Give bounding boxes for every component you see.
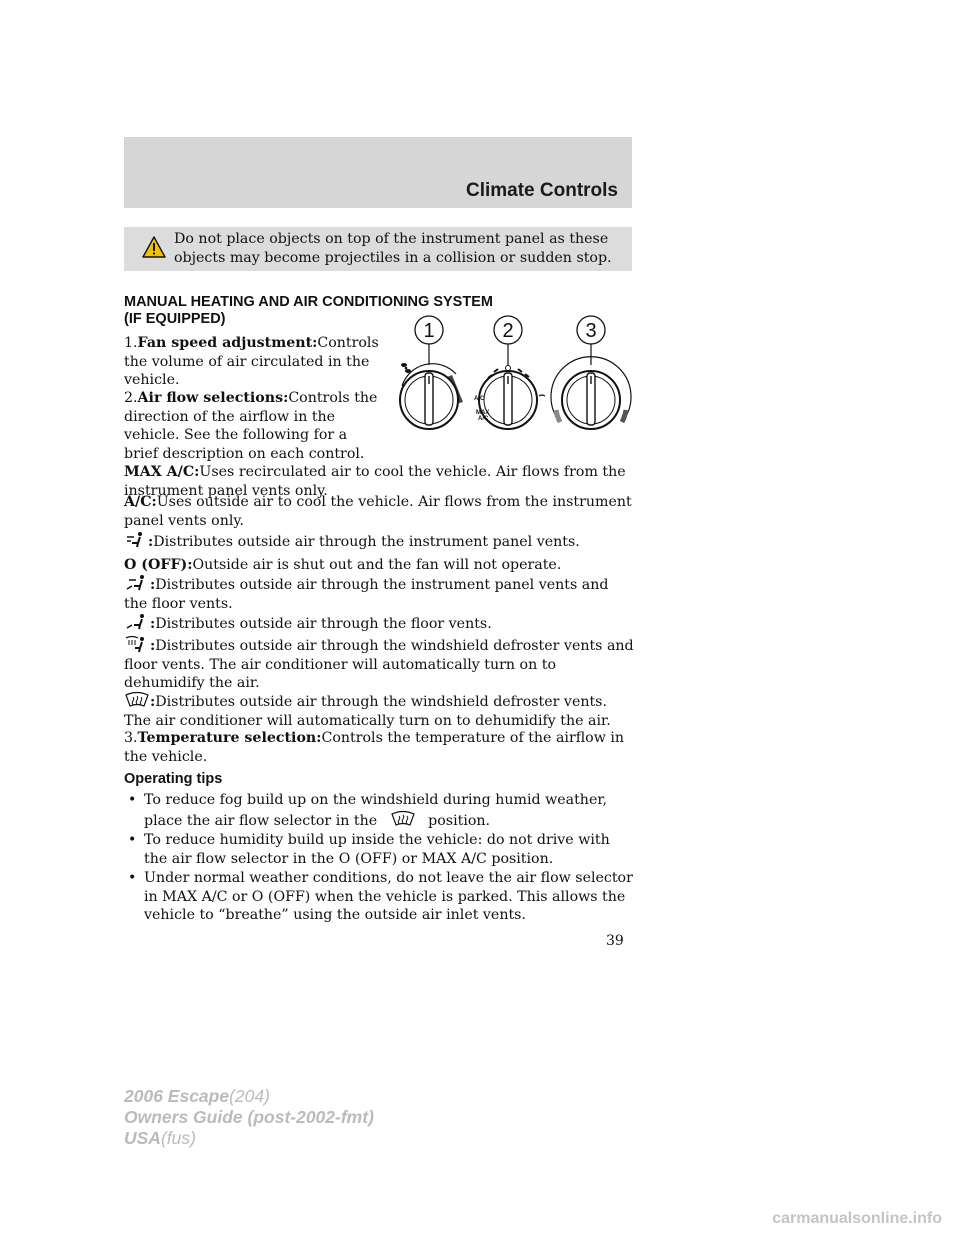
temperature-knob bbox=[551, 357, 631, 429]
item-label: Air flow selections: bbox=[137, 390, 289, 406]
control-knobs-diagram bbox=[392, 310, 636, 430]
fan-icon bbox=[401, 363, 411, 373]
item-text: Distributes outside air through the floor vents. bbox=[155, 616, 492, 632]
item-label: : bbox=[148, 534, 154, 550]
knob-label-max-ac: A/C bbox=[478, 416, 489, 422]
item-ac bbox=[124, 493, 636, 530]
knob-label-ac: A/C bbox=[474, 396, 485, 402]
tip-text: To reduce humidity build up inside the vehicle: do not drive with the air flow selector in the O (OFF) or MAX A/C position. bbox=[144, 832, 610, 867]
operating-tips-heading: Operating tips bbox=[124, 771, 223, 787]
item-number: 1. bbox=[124, 335, 138, 351]
item-label: : bbox=[150, 694, 156, 710]
page-title: Climate Controls bbox=[465, 180, 618, 201]
item-label: A/C: bbox=[124, 494, 157, 510]
panel-vent-icon bbox=[124, 531, 148, 549]
footer-region: USA bbox=[124, 1128, 161, 1148]
item-text: Uses recirculated air to cool the vehicle. Air flows from the instrument panel vents only. bbox=[124, 464, 626, 499]
tip-bullet-2 bbox=[124, 831, 636, 868]
footer-info bbox=[124, 1086, 374, 1149]
tip-text: Under normal weather conditions, do not leave the air flow selector in MAX A/C or O (OFF) when the vehicle is parked. This allows the vehicle to “breathe” using the outside air inlet vents. bbox=[144, 870, 633, 923]
header-band bbox=[124, 137, 632, 208]
bullet-dot: • bbox=[128, 832, 137, 848]
warning-triangle-icon bbox=[142, 236, 166, 258]
item-text: Uses outside air to cool the vehicle. Air flows from the instrument panel vents only. bbox=[124, 494, 632, 529]
item-label: : bbox=[150, 577, 156, 593]
item-number: 2. bbox=[124, 390, 138, 406]
item-text: Controls the direction of the airflow in the vehicle. See the following for a brief description on each control. bbox=[124, 390, 378, 462]
item-text: Outside air is shut out and the fan will not operate. bbox=[192, 557, 562, 573]
item-text: Controls the volume of air circulated in the vehicle. bbox=[124, 335, 379, 388]
footer-model: 2006 Escape bbox=[124, 1086, 230, 1106]
fan-speed-knob bbox=[400, 363, 463, 429]
tip-bullet-3 bbox=[124, 869, 636, 925]
callout-2: 2 bbox=[502, 320, 514, 342]
item-off bbox=[124, 556, 636, 575]
callout-1: 1 bbox=[423, 320, 435, 342]
item-number: 3. bbox=[124, 730, 138, 746]
defrost-icon bbox=[124, 691, 150, 709]
item-label: : bbox=[150, 616, 156, 632]
warning-box bbox=[124, 227, 632, 271]
tip-text: position. bbox=[428, 812, 491, 829]
section-heading-line2: (IF EQUIPPED) bbox=[124, 311, 226, 327]
bullet-dot: • bbox=[128, 792, 137, 808]
item-text: Distributes outside air through the instrument panel vents and the floor vents. bbox=[124, 577, 609, 612]
callout-3: 3 bbox=[585, 320, 597, 342]
item-floor bbox=[124, 613, 636, 634]
item-label: : bbox=[150, 638, 156, 654]
tip-bullet-1 bbox=[124, 791, 636, 830]
item-text: Controls the temperature of the airflow in the vehicle. bbox=[124, 730, 625, 765]
item-air-flow bbox=[124, 389, 379, 463]
floor-vent-icon bbox=[124, 613, 150, 631]
watermark: carmanualsonline.info bbox=[772, 1210, 942, 1227]
tip-text: To reduce fog build up on the windshield during humid weather, place the air flow selector in the bbox=[144, 792, 608, 829]
knob-label-max: MAX bbox=[476, 410, 490, 416]
item-defrost-floor bbox=[124, 635, 636, 693]
item-text: Distributes outside air through the instrument panel vents. bbox=[153, 534, 580, 550]
defrost-floor-icon bbox=[124, 635, 150, 653]
panel-floor-vent-icon bbox=[124, 574, 150, 592]
footer-guide: Owners Guide (post-2002-fmt) bbox=[124, 1107, 374, 1127]
item-text: Distributes outside air through the windshield defroster vents. The air conditioner will automatically turn on to dehumidify the air. bbox=[124, 694, 611, 729]
item-label: Temperature selection: bbox=[137, 730, 322, 746]
item-label: Fan speed adjustment: bbox=[137, 335, 318, 351]
item-temperature bbox=[124, 729, 636, 766]
item-label: MAX A/C: bbox=[124, 464, 200, 480]
footer-model-code: (204) bbox=[229, 1086, 270, 1106]
item-fan-speed bbox=[124, 334, 379, 390]
air-flow-knob bbox=[474, 366, 545, 430]
defrost-icon bbox=[382, 810, 424, 828]
section-heading-line1: MANUAL HEATING AND AIR CONDITIONING SYSTEM bbox=[124, 294, 493, 310]
item-panel bbox=[124, 531, 636, 552]
page-number: 39 bbox=[606, 933, 624, 949]
warning-text: Do not place objects on top of the instrument panel as these objects may become projectiles in a collision or sudden stop. bbox=[174, 231, 612, 266]
item-panel-floor bbox=[124, 574, 636, 613]
item-text: Distributes outside air through the windshield defroster vents and floor vents. The air conditioner will automatically turn on to dehumidify the air. bbox=[124, 638, 634, 691]
item-label: O (OFF): bbox=[124, 557, 193, 573]
bullet-dot: • bbox=[128, 870, 137, 886]
footer-region-code: (fus) bbox=[160, 1128, 196, 1148]
item-defrost bbox=[124, 691, 636, 730]
